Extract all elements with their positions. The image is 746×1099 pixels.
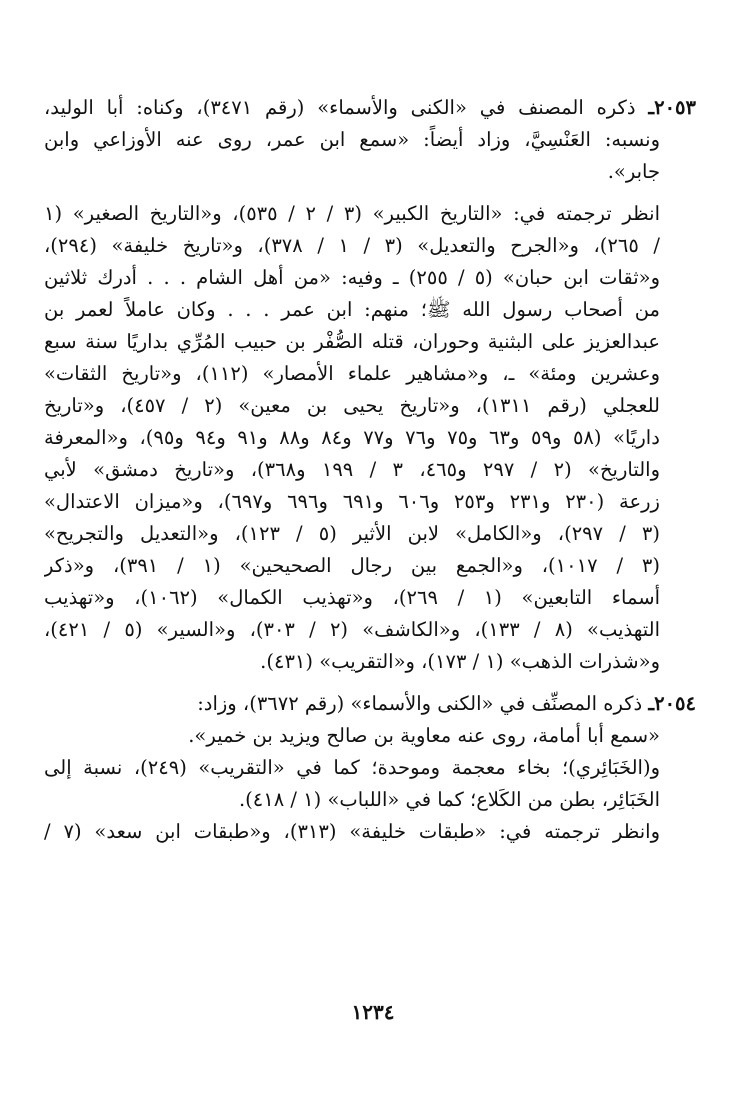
text-line: (٣ / ٢٩٧)، و«الكامل» لابن الأثير (٥ / ١٢٣)، و«التعديل والتجريح» bbox=[44, 522, 661, 545]
text-line: عبدالعزيز على البثنية وحوران، قتله الصُّفْر بن حبيب المُرِّي بداريًا سنة سبع bbox=[44, 330, 660, 353]
text-line: ذكره المصنف في «الكنى والأسماء» (رقم ٣٤٧١)، وكناه: أبا الوليد، bbox=[44, 96, 636, 119]
text-line: / ٢٦٥)، و«الجرح والتعديل» (٣ / ١ / ٣٧٨)، و«تاريخ خليفة» (٢٩٤)، bbox=[44, 234, 660, 257]
text-line: زرعة (٢٣٠ و٢٣١ و٢٥٣ و٦٠٦ و٦٩١ و٦٩٦ و٦٩٧)، و«ميزان الاعتدال» bbox=[44, 490, 660, 513]
text-line: وعشرين ومئة» ـ، و«مشاهير علماء الأمصار» (١١٢)، و«تاريخ الثقات» bbox=[44, 362, 660, 385]
entry-heading-line bbox=[44, 688, 696, 720]
page-number: ١٢٣٤ bbox=[351, 1000, 395, 1024]
text-line: ذكره المصنِّف في «الكنى والأسماء» (رقم ٣٦٧٢)، وزاد: bbox=[197, 692, 643, 715]
text-line: التهذيب» (٨ / ١٣٣)، و«الكاشف» (٢ / ٣٠٣)، و«السير» (٥ / ٤٢١)، bbox=[44, 618, 661, 641]
text-line: و«شذرات الذهب» (١ / ١٧٣)، و«التقريب» (٤٣١). bbox=[260, 650, 660, 673]
entry-2054 bbox=[44, 688, 696, 848]
entry-number: ٢٠٥٤ـ bbox=[648, 692, 696, 715]
text-line: داريًا» (٥٨ و٥٩ و٦٣ و٧٥ و٧٦ و٧٧ و٨٤ و٨٨ و٩١ و٩٤ و٩٥)، و«المعرفة bbox=[44, 426, 660, 449]
text-line: و«ثقات ابن حبان» (٥ / ٢٥٥) ـ وفيه: «من أهل الشام . . . أدرك ثلاثين bbox=[44, 266, 660, 289]
text-line: وانظر ترجمته في: «طبقات خليفة» (٣١٣)، و«طبقات ابن سعد» (٧ / bbox=[44, 820, 660, 843]
text-line: انظر ترجمته في: «التاريخ الكبير» (٣ / ٢ / ٥٣٥)، و«التاريخ الصغير» (١ bbox=[44, 202, 660, 225]
text-line: ونسبه: العَنْسِيَّ، وزاد أيضاً: «سمع ابن عمر، روى عنه الأوزاعي وابن bbox=[44, 128, 660, 151]
text-line: جابر». bbox=[607, 160, 660, 183]
text-line: من أصحاب رسول الله ﷺ؛ منهم: ابن عمر . . . وكان عاملاً لعمر بن bbox=[44, 298, 660, 321]
text-line: و(الخَبَائِري)؛ بخاء معجمة وموحدة؛ كما في «التقريب» (٢٤٩)، نسبة إلى bbox=[44, 756, 661, 779]
text-line: (٣ / ١٠١٧)، و«الجمع بين رجال الصحيحين» (١ / ٣٩١)، و«ذكر bbox=[44, 554, 660, 577]
text-line: للعجلي (رقم ١٣١١)، و«تاريخ يحيى بن معين» (٢ / ٤٥٧)، و«تاريخ bbox=[44, 394, 660, 417]
entry-heading-line bbox=[44, 92, 696, 124]
text-line: «سمع أبا أمامة، روى عنه معاوية بن صالح ويزيد بن خمير». bbox=[188, 724, 660, 747]
entry-number: ٢٠٥٣ـ bbox=[648, 96, 696, 119]
page-body bbox=[44, 92, 696, 848]
text-line: الخَبَائِر، بطن من الكَلاع؛ كما في «اللباب» (١ / ٤١٨). bbox=[238, 788, 660, 811]
text-line: والتاريخ» (٢ / ٢٩٧ و٤٦٥، ٣ / ١٩٩ و٣٦٨)، و«تاريخ دمشق» لأبي bbox=[44, 458, 661, 481]
entry-2053 bbox=[44, 92, 696, 678]
text-line: أسماء التابعين» (١ / ٢٦٩)، و«تهذيب الكمال» (١٠٦٢)، و«تهذيب bbox=[44, 586, 660, 609]
